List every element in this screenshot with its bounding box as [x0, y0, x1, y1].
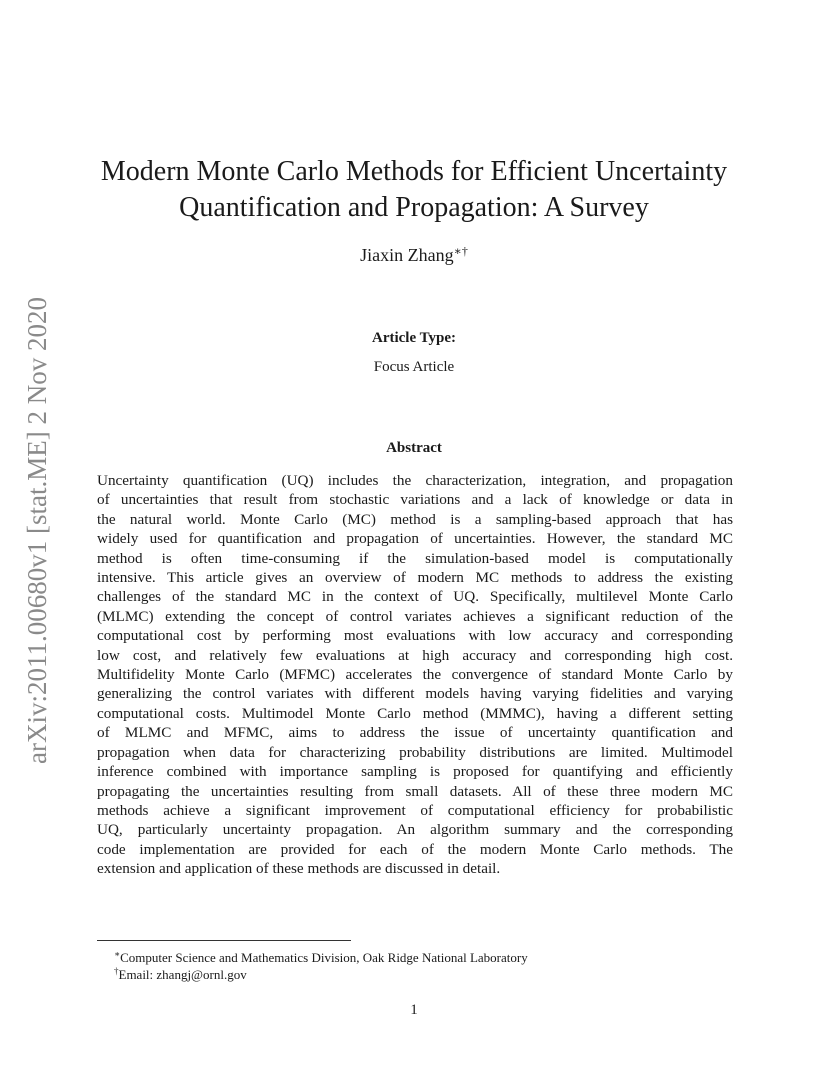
abstract-line: Multifidelity Monte Carlo (MFMC) accelerates the convergence of standard Monte Carlo by — [97, 666, 733, 684]
abstract-line: of MLMC and MFMC, aims to address the issue of uncertainty quantification and — [97, 724, 733, 742]
abstract-line: the natural world. Monte Carlo (MC) method is a sampling-based approach that has — [97, 510, 733, 528]
abstract-line: propagation when data for characterizing probability distributions are limited. Multimodel — [97, 743, 733, 761]
footnote-mark-asterisk: ∗ — [114, 949, 121, 959]
paper-title-line-2: Quantification and Propagation: A Survey — [179, 192, 649, 223]
abstract-line: methods achieve a significant improvement of computational efficiency for probabilistic — [97, 801, 733, 819]
abstract-line: intensive. This article gives an overview of modern MC methods to address the existing — [97, 569, 733, 587]
footnote-email-text: Email: zhangj@ornl.gov — [118, 967, 247, 982]
footnote-divider — [97, 940, 351, 941]
author-footnote-marks: ∗† — [453, 244, 468, 258]
article-type-label: Article Type: — [371, 330, 456, 346]
abstract-line: challenges of the standard MC in the context of UQ. Specifically, multilevel Monte Carlo — [97, 588, 733, 606]
abstract-line: computational cost by performing most evaluations with low accuracy and corresponding — [97, 627, 733, 645]
abstract-line: computational costs. Multimodel Monte Carlo method (MMMC), having a different setting — [97, 704, 733, 722]
arxiv-identifier-stamp: arXiv:2011.00680v1 [stat.ME] 2 Nov 2020 — [22, 297, 52, 764]
abstract-line: extension and application of these methods are discussed in detail. — [97, 860, 501, 878]
abstract-line: UQ, particularly uncertainty propagation. An algorithm summary and the corresponding — [97, 821, 733, 839]
footnote-mark-dagger: † — [114, 966, 119, 976]
paper-title-line-1: Modern Monte Carlo Methods for Efficient Uncertainty — [100, 156, 728, 187]
abstract-line: of uncertainties that result from stochastic variations and a lack of knowledge or data in — [97, 491, 733, 509]
paper-title — [60, 154, 768, 226]
page-number: 1 — [410, 1002, 418, 1018]
abstract-heading: Abstract — [386, 440, 442, 456]
abstract-line: method is often time-consuming if the simulation-based model is computationally — [97, 549, 733, 567]
abstract-line: (MLMC) extending the concept of control variates achieves a significant reduction of the — [97, 607, 733, 625]
abstract-line: Uncertainty quantification (UQ) includes the characterization, integration, and propagation — [97, 472, 733, 489]
abstract-line: widely used for quantification and propagation of uncertainties. However, the standard MC — [97, 530, 733, 548]
abstract-line: propagating the uncertainties resulting from small datasets. All of these three modern MC — [97, 782, 733, 800]
footnote-email — [114, 963, 247, 983]
abstract-line: generalizing the control variates with different models having varying fidelities and varying — [97, 685, 733, 703]
footnote-affiliation-text: Computer Science and Mathematics Division, Oak Ridge National Laboratory — [120, 950, 528, 965]
article-type-value: Focus Article — [373, 359, 455, 375]
abstract-line: inference combined with importance sampling is proposed for quantifying and efficiently — [97, 763, 733, 781]
abstract-line: code implementation are provided for each of the modern Monte Carlo methods. The — [97, 840, 733, 858]
abstract-body — [97, 471, 733, 879]
abstract-line: low cost, and relatively few evaluations at high accuracy and corresponding high cost. — [97, 646, 733, 664]
author-line — [0, 244, 828, 266]
author-name: Jiaxin Zhang — [360, 245, 454, 265]
